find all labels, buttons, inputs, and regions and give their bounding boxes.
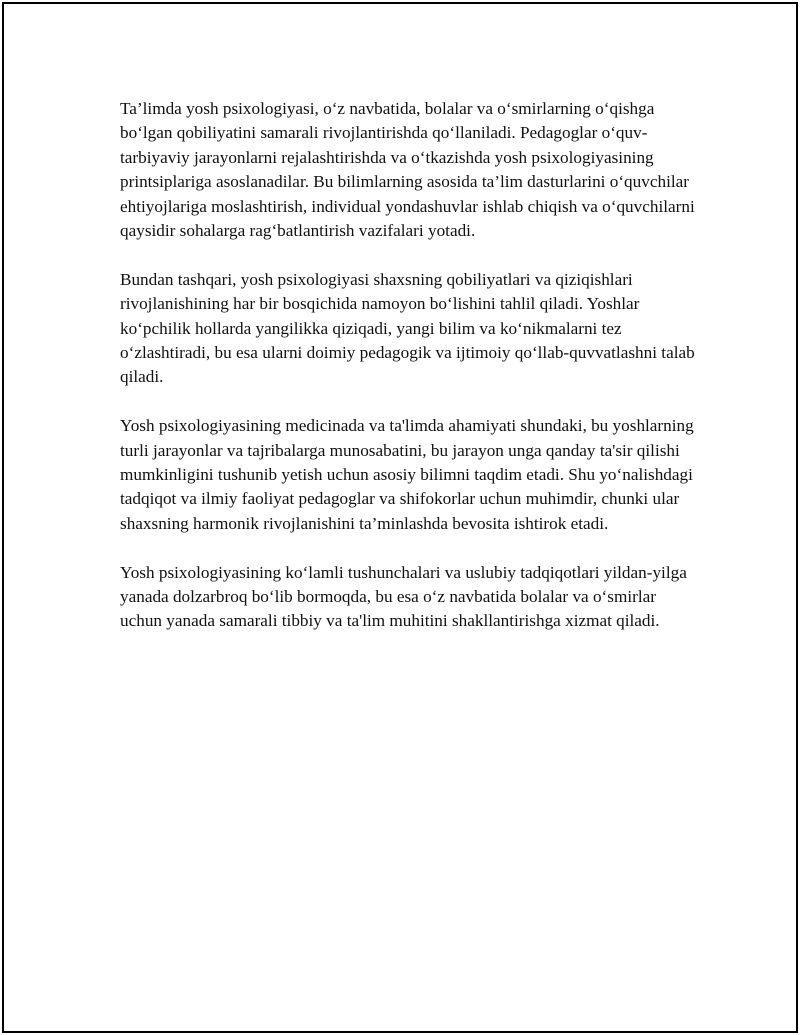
paragraph-3: Yosh psixologiyasining medicinada va ta'limda ahamiyati shundaki, bu yoshlarning turli jarayonlar va tajribalarga munosabatini, bu jarayon unga qanday ta'sir qilishi mumkinligini tushunib yetish uchun asosiy bilimni taqdim etadi. Shu yo‘nalishdagi tadqiqot va ilmiy faoliyat pedagoglar va shifokorlar uchun muhimdir, chunki ular shaxsning harmonik rivojlanishini ta’minlashda bevosita ishtirok etadi. [120,416,694,533]
document-body [120,97,695,658]
page-border [2,2,798,1033]
paragraph-1: Ta’limda yosh psixologiyasi, o‘z navbatida, bolalar va o‘smirlarning o‘qishga bo‘lgan qobiliyatini samarali rivojlantirishda qo‘llaniladi. Pedagoglar o‘quv-tarbiyaviy jarayonlarni rejalashtirishda va o‘tkazishda yosh psixologiyasining printsiplariga asoslanadilar. Bu bilimlarning asosida ta’lim dasturlarini o‘quvchilar ehtiyojlariga moslashtirish, individual yondashuvlar ishlab chiqish va o‘quvchilarni qaysidir sohalarga rag‘batlantirish vazifalari yotadi. [120,99,695,241]
paragraph-2: Bundan tashqari, yosh psixologiyasi shaxsning qobiliyatlari va qiziqishlari rivojlanishining har bir bosqichida namoyon bo‘lishini tahlil qiladi. Yoshlar ko‘pchilik hollarda yangilikka qiziqadi, yangi bilim va ko‘nikmalarni tez o‘zlashtiradi, bu esa ularni doimiy pedagogik va ijtimoiy qo‘llab-quvvatlashni talab qiladi. [120,269,695,387]
paragraph-4: Yosh psixologiyasining ko‘lamli tushunchalari va uslubiy tadqiqotlari yildan-yilga yanada dolzarbroq bo‘lib bormoqda, bu esa o‘z navbatida bolalar va o‘smirlar uchun yanada samarali tibbiy va ta'lim muhitini shakllantirishga xizmat qiladi. [120,562,687,631]
